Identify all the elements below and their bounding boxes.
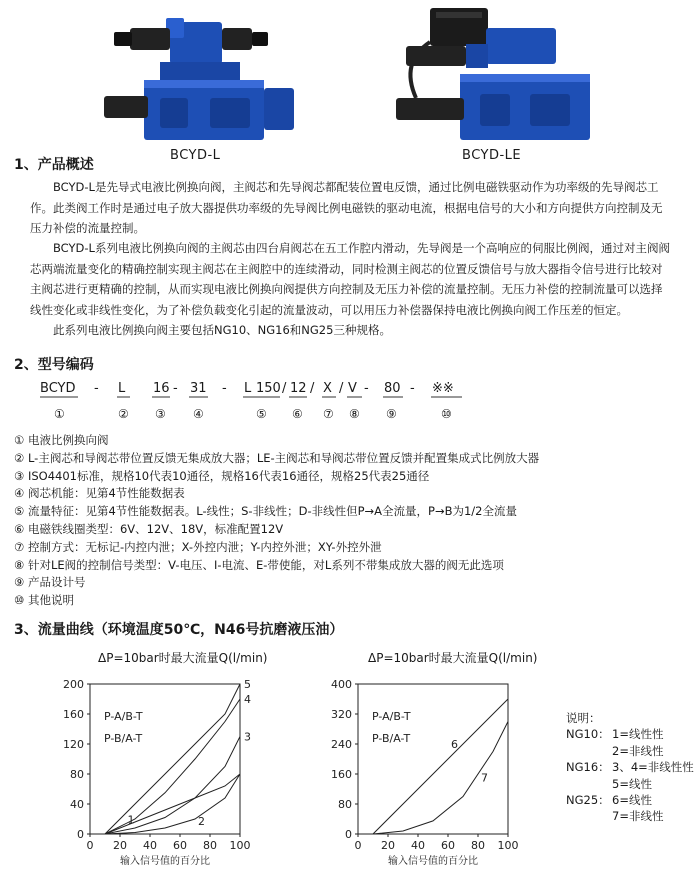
valve-image-bcyd-le bbox=[390, 2, 610, 146]
x-tick-label: 80 bbox=[203, 839, 217, 852]
chart-legend bbox=[566, 710, 694, 825]
code-number: ④ bbox=[193, 407, 204, 421]
chart-title-left: ΔP=10bar时最大流量Q(l/min) bbox=[98, 651, 268, 665]
y-tick-label: 160 bbox=[63, 708, 84, 721]
code-number: ② bbox=[118, 407, 129, 421]
legend-label: NG10： bbox=[566, 727, 610, 742]
legend-text: 2=非线性 bbox=[612, 743, 664, 758]
code-part: X bbox=[323, 381, 332, 396]
model-code-items bbox=[14, 432, 539, 610]
code-part: 80 bbox=[384, 381, 401, 396]
section3-title: 3、流量曲线（环境温度50℃，N46号抗磨液压油） bbox=[14, 622, 344, 638]
chart-title-right: ΔP=10bar时最大流量Q(l/min) bbox=[368, 651, 538, 665]
code-number: ① bbox=[54, 407, 65, 421]
code-number: ⑤ bbox=[256, 407, 267, 421]
code-sep: - bbox=[173, 381, 178, 396]
series-label-1: 1 bbox=[127, 813, 135, 827]
code-item: ⑤ 流量特征：见第4节性能数据表。L-线性；S-非线性；D-非线性但P→A全流量，P→B为1/2全流量 bbox=[14, 504, 517, 519]
legend-row bbox=[566, 743, 694, 759]
x-tick-label: 40 bbox=[411, 839, 425, 852]
code-item: ⑩ 其他说明 bbox=[14, 593, 74, 608]
legend-label: NG25： bbox=[566, 793, 610, 808]
code-sep: / bbox=[339, 381, 344, 396]
x-tick-label: 0 bbox=[86, 839, 94, 852]
code-sep: / bbox=[310, 381, 315, 396]
annotation-label: P-B/A-T bbox=[104, 732, 143, 745]
y-tick-label: 400 bbox=[331, 678, 352, 691]
legend-text: 5=线性 bbox=[612, 776, 652, 791]
y-tick-label: 320 bbox=[331, 708, 352, 721]
legend-text: 1=线性性 bbox=[612, 727, 664, 742]
x-tick-label: 20 bbox=[381, 839, 395, 852]
plot-frame bbox=[90, 684, 240, 834]
y-tick-label: 200 bbox=[63, 678, 84, 691]
code-part: L bbox=[118, 381, 126, 396]
series-label-6: 6 bbox=[451, 737, 458, 751]
section1-title: 1、产品概述 bbox=[14, 157, 94, 173]
code-item: ⑦ 控制方式：无标记-内控内泄；X-外控内泄；Y-内控外泄；XY-外控外泄 bbox=[14, 539, 382, 554]
legend-text: 7=非线性 bbox=[612, 809, 664, 824]
code-sep: - bbox=[364, 381, 369, 396]
code-sep: - bbox=[222, 381, 227, 396]
valve-image-bcyd-l bbox=[100, 6, 300, 146]
x-axis-label: 输入信号值的百分比 bbox=[120, 856, 210, 867]
y-tick-label: 0 bbox=[77, 828, 84, 841]
code-item: ② L-主阀芯和导阀芯带位置反馈无集成放大器；LE-主阀芯和导阀芯带位置反馈并配置集成式比例放大器 bbox=[14, 450, 540, 465]
annotation-label: P-A/B-T bbox=[104, 710, 143, 723]
code-number: ⑧ bbox=[349, 407, 360, 421]
code-part: BCYD bbox=[40, 381, 76, 396]
code-number: ⑥ bbox=[292, 407, 303, 421]
x-axis-label: 输入信号值的百分比 bbox=[388, 856, 478, 867]
code-part: 31 bbox=[190, 381, 207, 396]
flow-chart-right bbox=[318, 672, 548, 872]
section1-paragraph-3: 此系列电液比例换向阀主要包括NG10、NG16和NG25三种规格。 bbox=[53, 323, 391, 337]
y-tick-label: 40 bbox=[70, 798, 84, 811]
code-number: ⑦ bbox=[323, 407, 334, 421]
code-item: ⑥ 电磁铁线圈类型：6V、12V、18V，标准配置12V bbox=[14, 521, 284, 536]
legend-row bbox=[566, 808, 694, 824]
code-sep: / bbox=[282, 381, 287, 396]
code-sep: - bbox=[410, 381, 415, 396]
series-label-2: 2 bbox=[198, 815, 205, 828]
series-label-4: 4 bbox=[244, 693, 251, 706]
code-item: ③ ISO4401标准，规格10代表10通径，规格16代表16通径，规格25代表25通径 bbox=[14, 468, 430, 483]
series-line-3 bbox=[105, 737, 240, 835]
code-item: ④ 阀芯机能：见第4节性能数据表 bbox=[14, 486, 185, 501]
section2-title: 2、型号编码 bbox=[14, 357, 94, 373]
plot-frame bbox=[358, 684, 508, 834]
section1-paragraph-2: BCYD-L系列电液比例换向阀的主阀芯由四台肩阀芯在五工作腔内滑动，先导阀是一个高响应的伺服比例阀，通过对主阀阀芯两端流量变化的精确控制实现主阀芯在主阀腔中的连续滑动，同时检测主阀芯的位置反馈信号与放大器指令信号进行比较对主阀芯进行更精确的控制，从而实现电液比例换向阀提供方向控制及无压力补偿的流量控制。无压力补偿的控制流量可以选择线性变化或非线性变化，为了补偿负载变化引起的流量波动，可以用压力补偿器保持电液比例换向阀工作压差的恒定。 bbox=[30, 241, 670, 317]
series-line-2 bbox=[105, 774, 240, 834]
code-part: ※※ bbox=[432, 381, 454, 396]
legend-row bbox=[566, 792, 694, 808]
annotation-label: P-B/A-T bbox=[372, 732, 411, 745]
code-number: ⑨ bbox=[386, 407, 397, 421]
code-item: ① 电液比例换向阀 bbox=[14, 433, 109, 447]
x-tick-label: 80 bbox=[471, 839, 485, 852]
x-tick-label: 60 bbox=[173, 839, 187, 852]
legend-text: 3、4=非线性性 bbox=[612, 760, 694, 775]
y-tick-label: 0 bbox=[345, 828, 352, 841]
y-tick-label: 120 bbox=[63, 738, 84, 751]
code-part: L bbox=[244, 381, 252, 396]
flow-chart-left bbox=[50, 672, 280, 872]
code-part: V bbox=[348, 381, 357, 396]
series-line-1 bbox=[105, 774, 240, 834]
code-number: ⑩ bbox=[441, 407, 452, 421]
code-item: ⑧ 针对LE阀的控制信号类型：V-电压、I-电流、E-带使能，对L系列不带集成放大器的阀无此选项 bbox=[14, 557, 504, 572]
code-part: 150 bbox=[256, 381, 281, 396]
x-tick-label: 0 bbox=[354, 839, 362, 852]
legend-label: NG16： bbox=[566, 760, 610, 775]
x-tick-label: 100 bbox=[497, 839, 519, 852]
series-label-3: 3 bbox=[244, 730, 251, 744]
model-code-underlines bbox=[0, 396, 700, 400]
caption-bcyd-l: BCYD-L bbox=[170, 148, 221, 163]
section1-paragraph-1: BCYD-L是先导式电液比例换向阀，主阀芯和先导阀芯都配装位置电反馈，通过比例电磁铁驱动作为功率级的先导阀芯工作。此类阀工作时是通过电子放大器提供功率级的先导阀比例电磁铁的驱动电流，根据电信号的大小和方向提供方向控制及无压力补偿的流量控制。 bbox=[30, 180, 663, 235]
y-tick-label: 80 bbox=[338, 798, 352, 811]
legend-title: 说明： bbox=[566, 711, 601, 725]
series-label-5: 5 bbox=[244, 678, 251, 691]
x-tick-label: 20 bbox=[113, 839, 127, 852]
y-tick-label: 240 bbox=[331, 738, 352, 751]
x-tick-label: 60 bbox=[441, 839, 455, 852]
caption-bcyd-le: BCYD-LE bbox=[462, 148, 522, 163]
y-tick-label: 80 bbox=[70, 768, 84, 781]
series-label-7: 7 bbox=[481, 771, 488, 785]
legend-row bbox=[566, 759, 694, 775]
legend-text: 6=线性 bbox=[612, 793, 652, 808]
code-sep: - bbox=[94, 381, 99, 396]
legend-row bbox=[566, 776, 694, 792]
series-line-5 bbox=[105, 684, 240, 834]
code-item: ⑨ 产品设计号 bbox=[14, 575, 86, 590]
x-tick-label: 100 bbox=[229, 839, 251, 852]
legend-row bbox=[566, 726, 694, 742]
code-part: 12 bbox=[290, 381, 307, 396]
x-tick-label: 40 bbox=[143, 839, 157, 852]
code-part: 16 bbox=[153, 381, 170, 396]
code-number: ③ bbox=[155, 407, 166, 421]
annotation-label: P-A/B-T bbox=[372, 710, 411, 723]
y-tick-label: 160 bbox=[331, 768, 352, 781]
